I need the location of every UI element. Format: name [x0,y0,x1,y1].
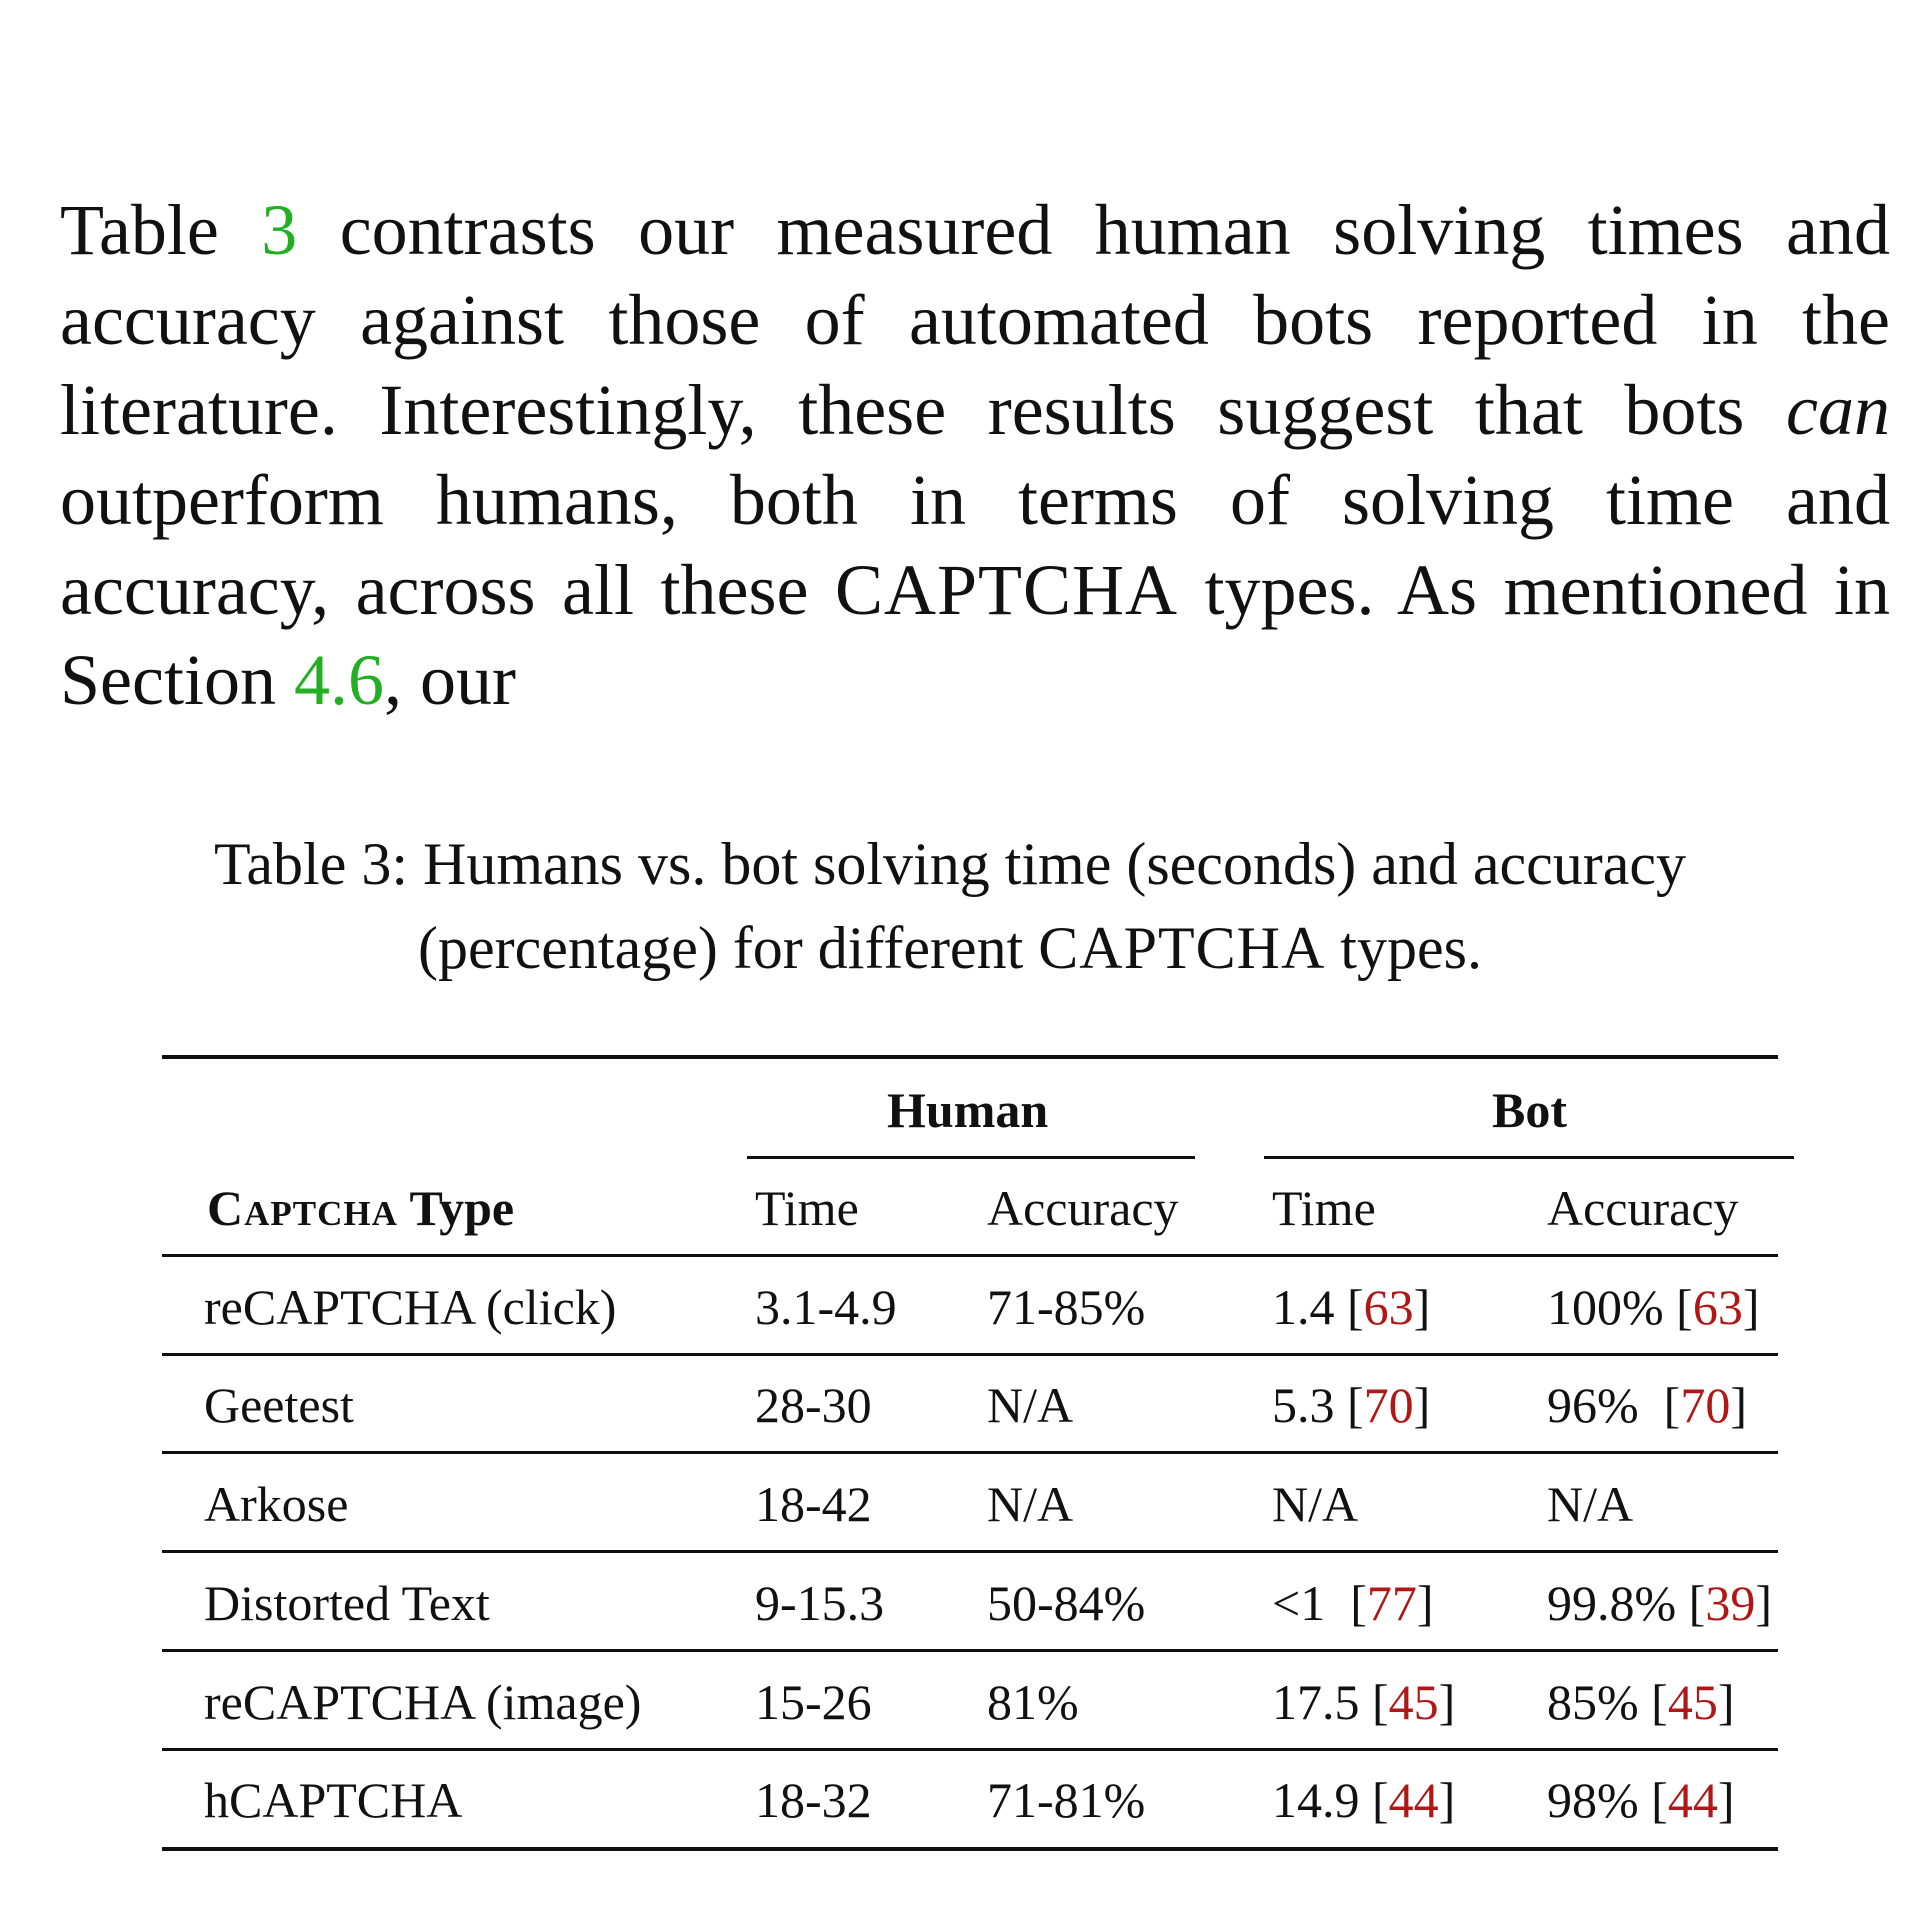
bot-time-value: 5.3 [1272,1377,1335,1433]
citation-link[interactable]: 45 [1388,1674,1439,1730]
row-human-accuracy-cell: N/A [987,1377,1074,1433]
citation-link[interactable]: 63 [1692,1279,1743,1335]
row-human-time-cell: 15-26 [755,1674,872,1730]
row-divider [162,1748,1778,1751]
row-bot-time-cell: 1.4 [63] [1272,1279,1431,1335]
row-human-time-cell: 9-15.3 [755,1575,885,1631]
row-human-accuracy-cell: 71-81% [987,1772,1146,1828]
paragraph-part: , our [383,640,516,720]
row-bot-accuracy-cell: 96% [70] [1547,1377,1747,1433]
captcha-smallcaps: CAPTCHA [834,550,1179,630]
bot-time-value: 1.4 [1272,1279,1335,1335]
column-header-human-accuracy: Accuracy [987,1180,1179,1236]
row-bot-time-cell: <1 [77] [1272,1575,1434,1631]
header-rule [162,1254,1778,1257]
column-header-bot-accuracy: Accuracy [1547,1180,1739,1236]
paragraph-part: types. As mentioned in Section [60,550,1890,720]
bot-accuracy-value: 96% [1547,1377,1639,1433]
row-human-accuracy-cell: 71-85% [987,1279,1146,1335]
citation-link[interactable]: 70 [1680,1377,1731,1433]
row-divider [162,1649,1778,1652]
bot-accuracy-value: 100% [1547,1279,1664,1335]
row-bot-time-cell: N/A [1272,1476,1359,1532]
row-human-accuracy-cell: N/A [987,1476,1074,1532]
citation-link[interactable]: 70 [1363,1377,1414,1433]
row-bot-time-cell: 5.3 [70] [1272,1377,1431,1433]
captcha-smallcaps: Captcha [207,1180,398,1236]
citation-link[interactable]: 44 [1388,1772,1439,1828]
results-table [162,1055,1778,1855]
column-header-type [207,1178,514,1238]
body-paragraph [60,185,1890,725]
captcha-smallcaps: CAPTCHA [1038,915,1326,981]
table-reference-link[interactable]: 3 [261,190,298,270]
row-type-cell: reCAPTCHA (click) [204,1279,617,1335]
row-human-accuracy-cell: 50-84% [987,1575,1146,1631]
human-group-rule [747,1156,1195,1159]
bot-time-value: 14.9 [1272,1772,1360,1828]
row-type-cell: Arkose [204,1476,349,1532]
column-header-human-time: Time [755,1180,859,1236]
bottom-rule [162,1847,1778,1851]
bot-accuracy-value: 99.8% [1547,1575,1677,1631]
citation-link[interactable]: 45 [1667,1674,1718,1730]
row-type-cell: Geetest [204,1377,354,1433]
paragraph-part: contrasts our measured human solving times and accuracy against those of automated bots reported in the literature. Interestingly, these results suggest that bots [60,190,1890,450]
row-type-cell: Distorted Text [204,1575,490,1631]
citation-link[interactable]: 63 [1363,1279,1414,1335]
paragraph-part: Table [60,190,262,270]
citation-link[interactable]: 77 [1366,1575,1417,1631]
bot-time-value: <1 [1272,1575,1326,1631]
paragraph-text [60,185,1890,725]
column-header-type-rest: Type [397,1180,515,1236]
row-human-time-cell: 3.1-4.9 [755,1279,897,1335]
row-bot-time-cell: 17.5 [45] [1272,1674,1456,1730]
group-header-bot: Bot [1492,1082,1567,1138]
top-rule [162,1055,1778,1059]
table-caption [120,822,1780,990]
row-human-time-cell: 28-30 [755,1377,872,1433]
row-human-time-cell: 18-32 [755,1772,872,1828]
row-bot-accuracy-cell: 98% [44] [1547,1772,1735,1828]
bot-time-value: 17.5 [1272,1674,1360,1730]
row-bot-accuracy-cell: N/A [1547,1476,1634,1532]
row-type-cell: hCAPTCHA [204,1772,463,1828]
row-bot-accuracy-cell: 85% [45] [1547,1674,1735,1730]
paragraph-part: outperform humans, both in terms of solving time and accuracy, across all these [60,460,1890,630]
citation-link[interactable]: 44 [1667,1772,1718,1828]
group-header-human: Human [887,1082,1049,1138]
row-divider [162,1353,1778,1356]
bot-group-rule [1264,1156,1794,1159]
bot-accuracy-value: 85% [1547,1674,1639,1730]
row-bot-accuracy-cell: 99.8% [39] [1547,1575,1772,1631]
column-header-bot-time: Time [1272,1180,1376,1236]
row-divider [162,1451,1778,1454]
row-bot-accuracy-cell: 100% [63] [1547,1279,1760,1335]
row-human-accuracy-cell: 81% [987,1674,1079,1730]
emphasis-word: can [1786,370,1890,450]
citation-link[interactable]: 39 [1705,1575,1756,1631]
section-reference-link[interactable]: 4.6 [293,640,384,720]
row-divider [162,1550,1778,1553]
row-bot-time-cell: 14.9 [44] [1272,1772,1456,1828]
row-type-cell: reCAPTCHA (image) [204,1674,642,1730]
caption-part: types. [1325,915,1482,981]
row-human-time-cell: 18-42 [755,1476,872,1532]
bot-accuracy-value: 98% [1547,1772,1639,1828]
caption-part: Table 3: Humans vs. bot solving time (seconds) and accuracy (percentage) for different [213,831,1687,981]
